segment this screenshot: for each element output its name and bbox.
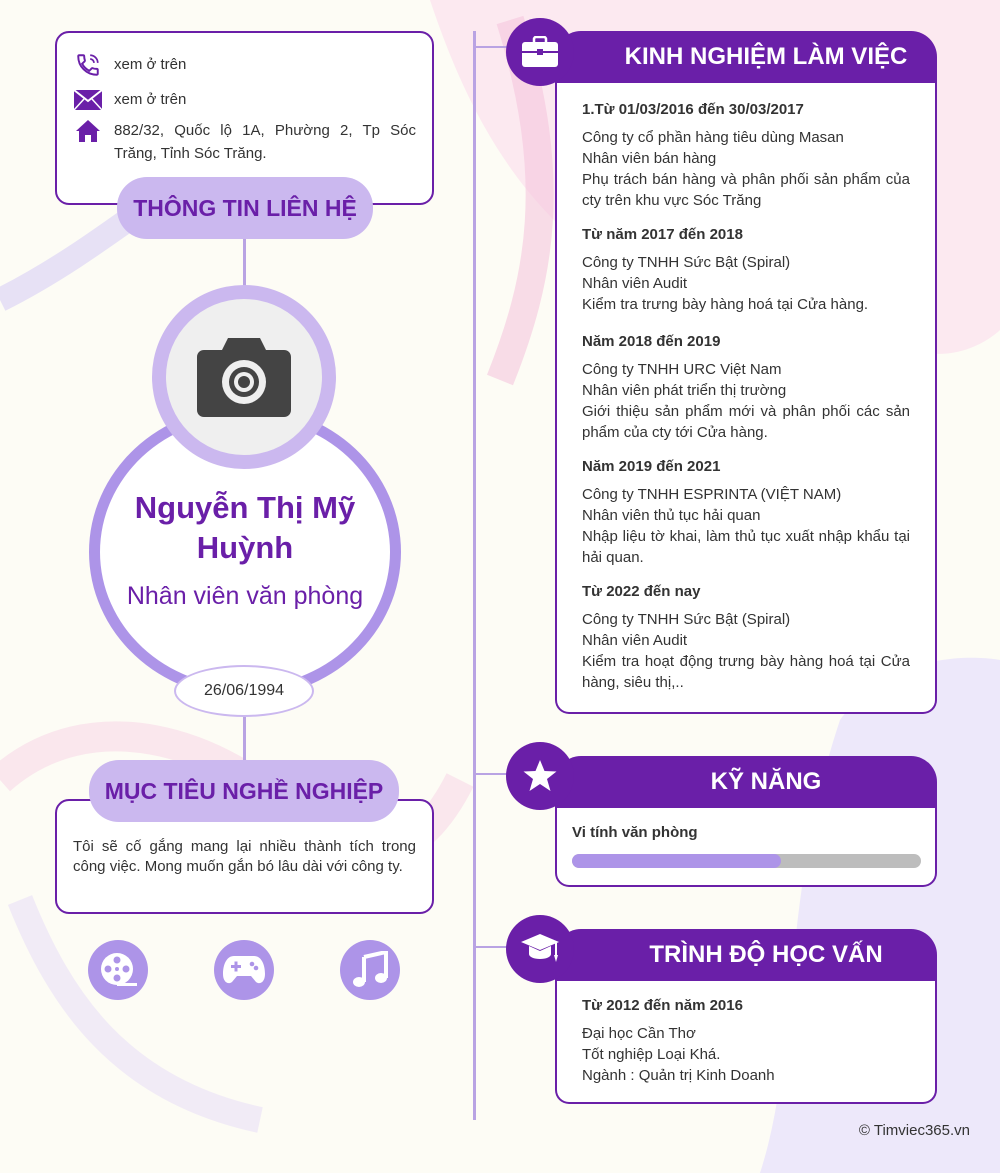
- skills-title: KỸ NĂNG: [710, 768, 822, 795]
- avatar: [152, 285, 336, 469]
- experience-position: Nhân viên thủ tục hải quan: [582, 507, 761, 524]
- experience-company: Công ty TNHH Sức Bật (Spiral): [582, 611, 791, 628]
- education-school: Đại học Cần Thơ: [582, 1025, 696, 1042]
- experience-position: Nhân viên phát triển thị trường: [582, 382, 787, 399]
- contact-phone: xem ở trên: [114, 56, 187, 73]
- experience-item: [582, 581, 910, 693]
- experience-position: Nhân viên Audit: [582, 632, 688, 649]
- connector-line: [243, 239, 246, 289]
- hobby-music: [340, 940, 400, 1000]
- experience-period: Từ 2022 đến nay: [582, 583, 701, 600]
- experience-item: [582, 331, 910, 443]
- education-title: TRÌNH ĐỘ HỌC VẤN: [649, 941, 883, 968]
- experience-company: Công ty TNHH ESPRINTA (VIỆT NAM): [582, 486, 842, 503]
- experience-position: Nhân viên bán hàng: [582, 150, 717, 167]
- experience-period: Từ năm 2017 đến 2018: [582, 226, 743, 243]
- contact-address-row: [73, 119, 416, 165]
- education-icon-badge: [506, 915, 574, 983]
- experience-description: Phụ trách bán hàng và phân phối sản phẩm của cty trên khu vực Sóc Trăng: [582, 171, 910, 209]
- mail-icon: [73, 88, 103, 112]
- objective-section-title: MỤC TIÊU NGHỀ NGHIỆP: [89, 760, 399, 822]
- contact-email: xem ở trên: [114, 91, 187, 108]
- contact-section-title: THÔNG TIN LIÊN HỆ: [117, 177, 373, 239]
- experience-description: Kiểm tra trưng bày hàng hoá tại Cửa hàng.: [582, 296, 869, 313]
- hobby-film: [88, 940, 148, 1000]
- education-major: Ngành : Quản trị Kinh Doanh: [582, 1067, 775, 1084]
- home-icon: [73, 119, 103, 143]
- skills-icon-badge: [506, 742, 574, 810]
- experience-period: Năm 2019 đến 2021: [582, 458, 721, 475]
- music-note-icon: [352, 951, 388, 989]
- phone-icon: [73, 53, 103, 77]
- star-icon: [522, 759, 558, 793]
- experience-item: [582, 99, 910, 211]
- experience-company: Công ty cổ phần hàng tiêu dùng Masan: [582, 129, 844, 146]
- experience-item: [582, 224, 910, 315]
- contact-phone-row: [73, 53, 416, 77]
- birth-date: 26/06/1994: [174, 665, 314, 717]
- hobby-game: [214, 940, 274, 1000]
- contact-email-row: [73, 88, 416, 112]
- film-reel-icon: [98, 950, 138, 990]
- experience-header: [555, 31, 937, 83]
- skills-box: [555, 808, 937, 887]
- education-box: [555, 981, 937, 1104]
- skill-level-bar: [572, 854, 921, 868]
- skill-level-fill: [572, 854, 781, 868]
- experience-period: Năm 2018 đến 2019: [582, 333, 721, 350]
- gamepad-icon: [222, 954, 266, 986]
- footer-credit: © Timviec365.vn: [858, 1122, 970, 1139]
- experience-title: KINH NGHIỆM LÀM VIỆC: [624, 43, 908, 70]
- education-result: Tốt nghiệp Loại Khá.: [582, 1046, 721, 1063]
- education-header: [555, 929, 937, 981]
- job-title: Nhân viên văn phòng: [126, 582, 364, 610]
- experience-description: Nhập liệu tờ khai, làm thủ tục xuất nhập khẩu tại hải quan.: [582, 528, 910, 566]
- experience-company: Công ty TNHH URC Việt Nam: [582, 361, 782, 378]
- contact-address: 882/32, Quốc lộ 1A, Phường 2, Tp Sóc Trăng, Tỉnh Sóc Trăng.: [114, 122, 416, 162]
- experience-period: 1.Từ 01/03/2016 đến 30/03/2017: [582, 101, 804, 118]
- full-name: Nguyễn Thị Mỹ Huỳnh: [134, 490, 356, 565]
- experience-company: Công ty TNHH Sức Bật (Spiral): [582, 254, 791, 271]
- education-item: [582, 995, 910, 1086]
- experience-position: Nhân viên Audit: [582, 275, 688, 292]
- timeline-line: [473, 31, 476, 1120]
- skills-header: [555, 756, 937, 808]
- experience-description: Giới thiệu sản phẩm mới và phân phối các sản phẩm của cty tới Cửa hàng.: [582, 403, 910, 441]
- connector-line: [243, 717, 246, 762]
- experience-box: [555, 83, 937, 714]
- objective-text: Tôi sẽ cố gắng mang lại nhiều thành tích trong công việc. Mong muốn gắn bó lâu dài với công ty.: [73, 838, 416, 875]
- camera-icon: [196, 336, 292, 418]
- education-period: Từ 2012 đến năm 2016: [582, 997, 743, 1014]
- experience-icon-badge: [506, 18, 574, 86]
- experience-item: [582, 456, 910, 568]
- graduation-cap-icon: [520, 932, 560, 966]
- briefcase-icon: [521, 36, 559, 68]
- experience-description: Kiểm tra hoạt động trưng bày hàng hoá tại Cửa hàng, siêu thị,..: [582, 653, 910, 691]
- skill-name: Vi tính văn phòng: [572, 824, 698, 841]
